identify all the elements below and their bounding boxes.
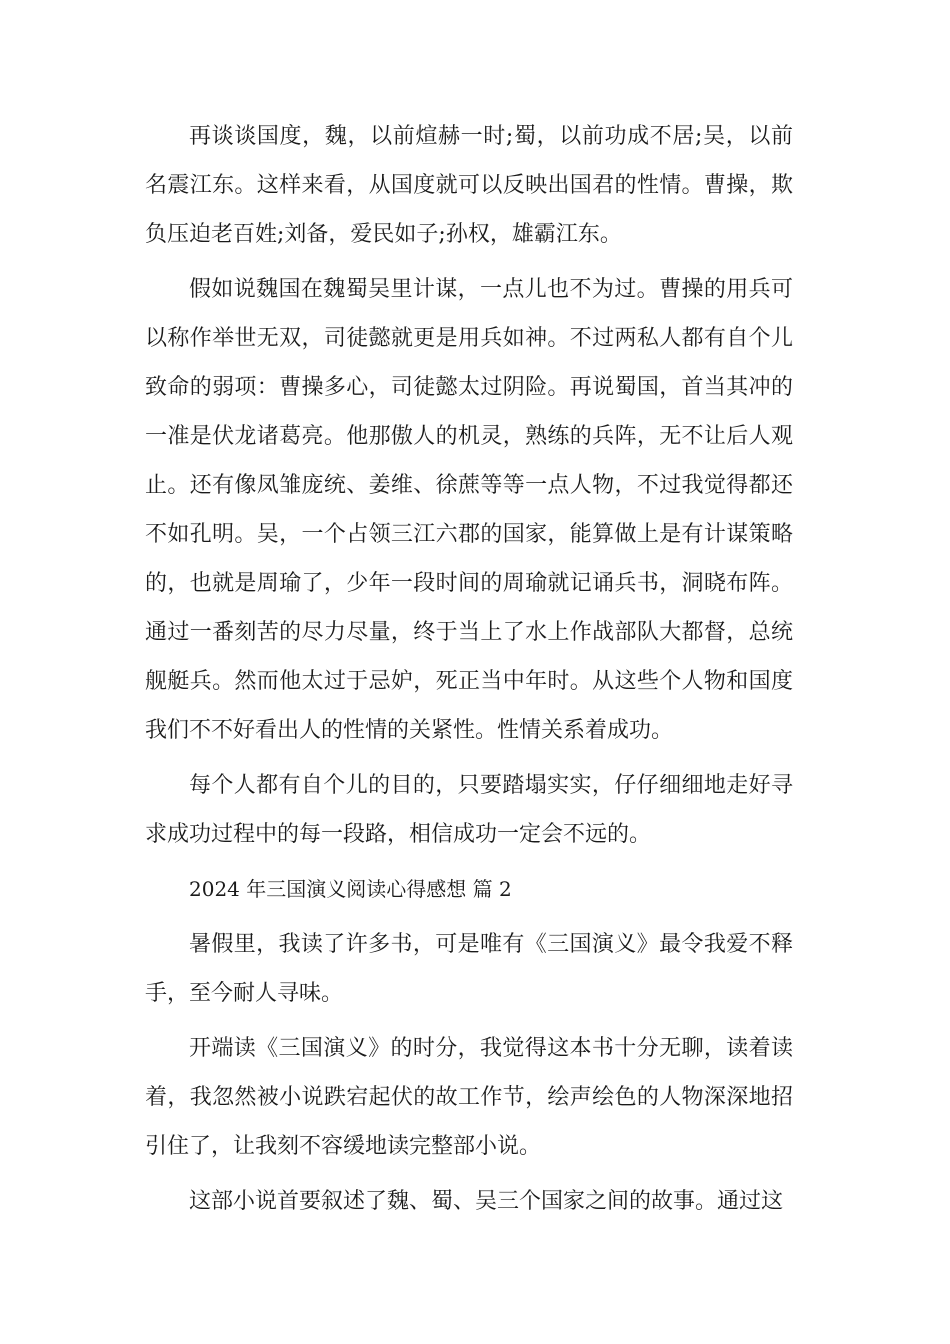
paragraph: 暑假里，我读了许多书，可是唯有《三国演义》最令我爱不释手，至今耐人寻味。: [145, 932, 793, 1006]
paragraph: 再谈谈国度，魏，以前煊赫一时;蜀，以前功成不居;吴，以前名震江东。这样来看，从国度就可以反映出国君的性情。曹操，欺负压迫老百姓;刘备，爱民如子;孙权，雄霸江东。: [145, 124, 793, 247]
paragraph: 这部小说首要叙述了魏、蜀、吴三个国家之间的故事。通过这: [189, 1189, 784, 1214]
section-heading: 2024 年三国演义阅读心得感想 篇 2: [189, 877, 512, 901]
paragraph: 假如说魏国在魏蜀吴里计谋，一点儿也不为过。曹操的用兵可以称作举世无双，司徒懿就更是用兵如神。不过两私人都有自个儿致命的弱项：曹操多心，司徒懿太过阴险。再说蜀国，首当其冲的一准是伏龙诸葛亮。他那傲人的机灵，熟练的兵阵，无不让后人观止。还有像凤雏庞统、姜维、徐蔗等等一点人物，不过我觉得都还不如孔明。吴，一个占领三江六郡的国家，能算做上是有计谋策略的，也就是周瑜了，少年一段时间的周瑜就记诵兵书，洞晓布阵。通过一番刻苦的尽力尽量，终于当上了水上作战部队大都督，总统舰艇兵。然而他太过于忌妒，死正当中年时。从这些个人物和国度我们不不好看出人的性情的关紧性。性情关系着成功。: [145, 277, 793, 743]
document-body: [145, 112, 793, 1226]
paragraph: 开端读《三国演义》的时分，我觉得这本书十分无聊，读着读着，我忽然被小说跌宕起伏的故工作节，绘声绘色的人物深深地招引住了，让我刻不容缓地读完整部小说。: [145, 1036, 793, 1159]
paragraph: 每个人都有自个儿的目的，只要踏塌实实，仔仔细细地走好寻求成功过程中的每一段路，相信成功一定会不远的。: [145, 773, 793, 847]
